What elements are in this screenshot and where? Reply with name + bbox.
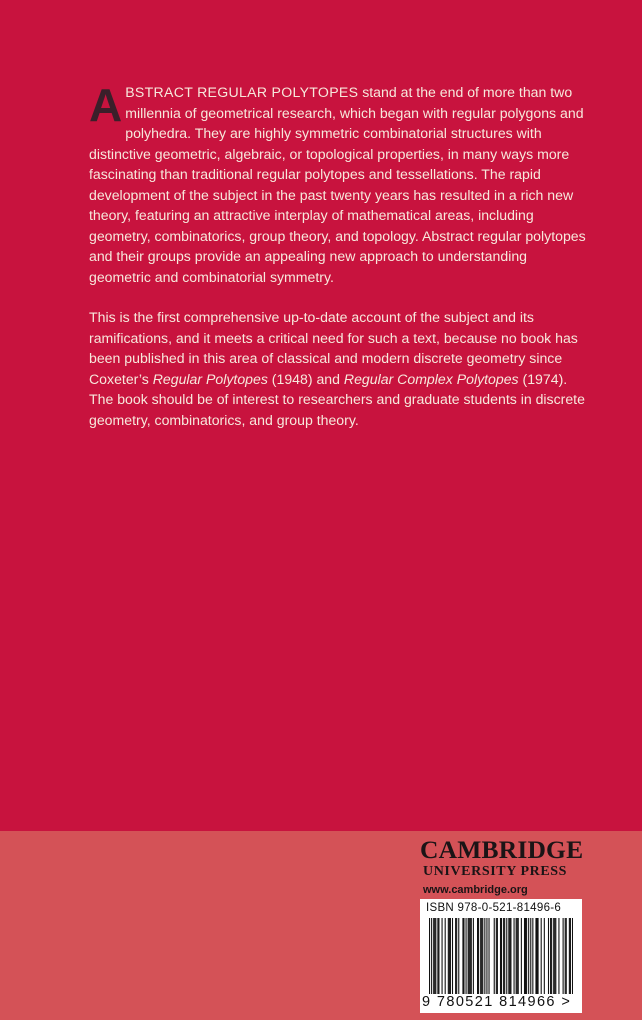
barcode-bar	[445, 918, 446, 994]
barcode-bar	[470, 918, 471, 994]
barcode-bar	[516, 918, 517, 994]
barcode-bar	[532, 918, 533, 994]
publisher-website: www.cambridge.org	[423, 884, 528, 896]
barcode-bar	[517, 918, 518, 994]
lead-smallcaps: BSTRACT REGULAR POLYTOPES	[125, 84, 359, 100]
barcode-bar	[526, 918, 527, 994]
barcode-bar	[468, 918, 469, 994]
barcode-bars	[429, 918, 573, 994]
barcode-bar	[480, 918, 481, 994]
barcode-bar	[501, 918, 502, 994]
barcode-bar	[528, 918, 529, 994]
paragraph-2-text-c: (1974). The book should be of interest to researchers and graduate students in discrete geometry, combinatorics, and group theory.	[89, 370, 585, 428]
barcode-bar	[438, 918, 439, 994]
barcode-bar	[463, 918, 464, 994]
barcode-bar	[525, 918, 526, 994]
barcode-bar	[544, 918, 545, 994]
barcode-bar	[536, 918, 537, 994]
barcode-bar	[433, 918, 434, 994]
barcode-bar	[481, 918, 482, 994]
barcode-bar	[452, 918, 453, 994]
barcode-bar	[466, 918, 467, 994]
barcode-bar	[429, 918, 430, 994]
barcode-bar	[514, 918, 515, 994]
barcode-bar	[565, 918, 566, 994]
paragraph-1-text: stand at the end of more than two millennia of geometrical research, which began with regular polygons and polyhedra. They are highly symmetric combinatorial structures with distinctive geometric, algebraic, or topological properties, in many ways more fascinating than traditional regular polytopes and tessellations. The rapid development of the subject in the past twenty years has resulted in a rich new theory, featuring an attractive interplay of mathematical areas, including geometry, combinatorics, group theory, and topology. Abstract regular polytopes and their groups provide an appealing new approach to understanding geometric and combinatorial symmetry.	[89, 84, 586, 285]
back-cover-blurb	[89, 79, 589, 430]
barcode-bar	[541, 918, 542, 994]
barcode-bar	[572, 918, 573, 994]
publisher-subname: UNIVERSITY PRESS	[423, 864, 568, 879]
barcode-bar	[442, 918, 443, 994]
barcode-bar	[494, 918, 495, 994]
barcode-bar	[435, 918, 436, 994]
book-title-regular-polytopes: Regular Polytopes	[152, 370, 268, 387]
barcode-bar	[462, 918, 463, 994]
barcode-bar	[497, 918, 498, 994]
paragraph-2-text-a: This is the first comprehensive up-to-date account of the subject and its ramifications, and it meets a critical need for such a text, because no book has been published in this area of classical and modern discrete geometry since Coxeter’s	[89, 309, 578, 387]
barcode-bar	[434, 918, 435, 994]
barcode-bar	[482, 918, 483, 994]
barcode-bar	[448, 918, 449, 994]
barcode-bar	[450, 918, 451, 994]
barcode-bar	[570, 918, 571, 994]
publisher-name: CAMBRIDGE	[420, 835, 584, 864]
barcode-bar	[437, 918, 438, 994]
barcode-bar	[449, 918, 450, 994]
barcode-bar	[509, 918, 510, 994]
barcode-bar	[431, 918, 432, 994]
barcode-bar	[478, 918, 479, 994]
barcode-bar	[555, 918, 556, 994]
barcode-bar	[484, 918, 485, 994]
barcode-bar	[477, 918, 478, 994]
isbn-label: ISBN 978-0-521-81496-6	[426, 902, 562, 914]
isbn-barcode	[420, 899, 582, 1013]
blurb-paragraph-2	[89, 307, 589, 430]
drop-cap: A	[89, 79, 123, 131]
barcode-bar	[524, 918, 525, 994]
blurb-paragraph-1	[89, 79, 589, 287]
barcode-bar	[553, 918, 554, 994]
barcode-bar	[508, 918, 509, 994]
barcode-digits: 9 780521 814966 >	[422, 994, 572, 1010]
book-title-regular-complex-polytopes: Regular Complex Polytopes	[343, 370, 519, 387]
barcode-bar	[503, 918, 504, 994]
barcode-bar	[471, 918, 472, 994]
barcode-bar	[538, 918, 539, 994]
publisher-block	[420, 836, 590, 896]
barcode-bar	[535, 918, 536, 994]
barcode-bar	[563, 918, 564, 994]
barcode-bar	[530, 918, 531, 994]
barcode-bar	[569, 918, 570, 994]
barcode-bar	[486, 918, 487, 994]
barcode-bar	[558, 918, 559, 994]
barcode-bar	[566, 918, 567, 994]
barcode-bar	[518, 918, 519, 994]
barcode-bar	[488, 918, 489, 994]
barcode-bar	[510, 918, 511, 994]
barcode-bar	[521, 918, 522, 994]
barcode-bar	[548, 918, 549, 994]
barcode-bar	[496, 918, 497, 994]
barcode-bar	[504, 918, 505, 994]
barcode-bar	[506, 918, 507, 994]
barcode-bar	[455, 918, 456, 994]
barcode-bar	[469, 918, 470, 994]
barcode-bar	[500, 918, 501, 994]
barcode-bar	[473, 918, 474, 994]
barcode-bar	[458, 918, 459, 994]
barcode-bar	[550, 918, 551, 994]
paragraph-2-text-b: (1948) and	[267, 370, 344, 387]
barcode-bar	[554, 918, 555, 994]
barcode-bar	[551, 918, 552, 994]
barcode-bar	[456, 918, 457, 994]
